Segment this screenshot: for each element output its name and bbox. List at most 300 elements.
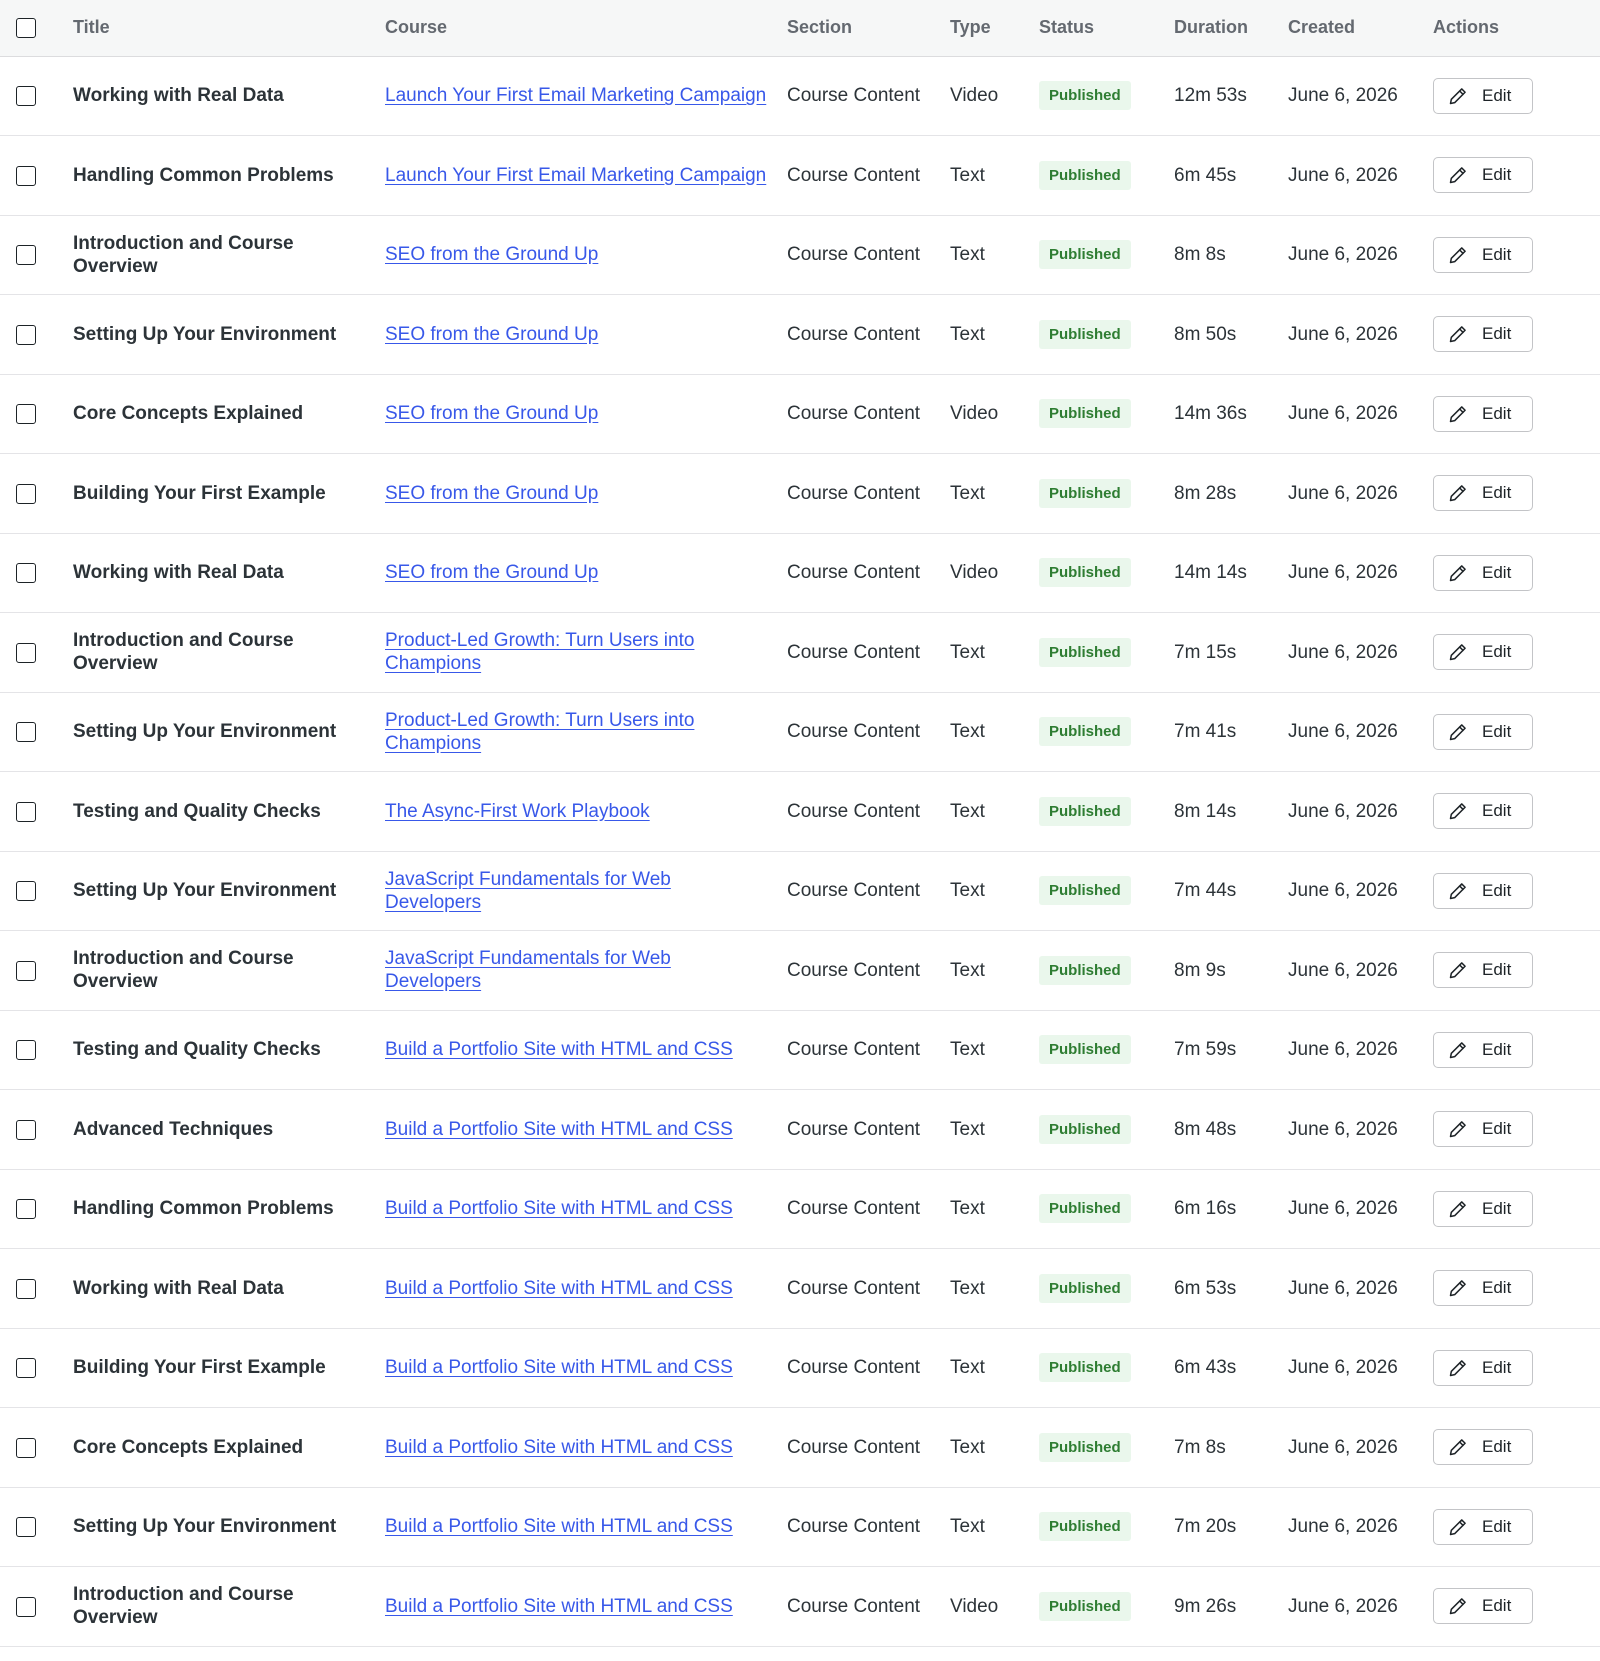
course-link[interactable]: Product-Led Growth: Turn Users into Champions [385,709,695,754]
type-cell: Text [950,641,985,663]
status-badge: Published [1039,161,1131,190]
row-select-cell [0,1010,63,1090]
pencil-icon [1448,642,1468,662]
status-cell [1029,1169,1164,1249]
status-badge: Published [1039,479,1131,508]
lesson-title: Core Concepts Explained [73,1436,304,1458]
edit-button-label: Edit [1482,1357,1512,1377]
actions-cell [1423,772,1600,852]
status-cell [1029,1010,1164,1090]
course-link[interactable]: The Async-First Work Playbook [385,800,650,822]
created-cell: June 6, 2026 [1288,641,1398,663]
duration-cell: 7m 59s [1174,1039,1237,1061]
type-cell: Text [950,1436,985,1458]
table-row [0,772,1600,852]
column-header-status[interactable]: Status [1039,17,1095,38]
pencil-icon [1448,1040,1468,1060]
edit-button[interactable] [1433,157,1533,193]
status-cell [1029,613,1164,693]
status-badge: Published [1039,876,1131,905]
created-cell: June 6, 2026 [1288,244,1398,266]
status-cell [1029,931,1164,1011]
section-cell: Course Content [787,800,921,822]
edit-button[interactable] [1433,714,1533,750]
table-row [0,1408,1600,1488]
course-cell [375,692,777,772]
table-row [0,374,1600,454]
status-cell [1029,533,1164,613]
course-link[interactable]: SEO from the Ground Up [385,403,599,425]
created-cell: June 6, 2026 [1288,721,1398,743]
edit-button[interactable] [1433,793,1533,829]
edit-button[interactable] [1433,1270,1533,1306]
row-checkbox[interactable] [16,1517,36,1537]
status-badge: Published [1039,797,1131,826]
type-cell: Video [950,403,999,425]
column-header-duration[interactable]: Duration [1174,17,1248,38]
row-checkbox[interactable] [16,1279,36,1299]
lesson-title: Working with Real Data [73,1277,284,1299]
status-cell [1029,1328,1164,1408]
status-badge: Published [1039,956,1131,985]
status-cell [1029,772,1164,852]
duration-cell: 8m 48s [1174,1118,1237,1140]
edit-button[interactable] [1433,78,1533,114]
duration-cell: 6m 53s [1174,1277,1237,1299]
actions-cell [1423,1567,1600,1647]
course-cell [375,374,777,454]
edit-button[interactable] [1433,475,1533,511]
column-header-created[interactable]: Created [1288,17,1356,38]
course-cell [375,851,777,931]
course-cell [375,454,777,534]
section-cell: Course Content [787,1277,921,1299]
row-select-cell [0,931,63,1011]
section-cell: Course Content [787,562,921,584]
course-cell [375,295,777,375]
row-checkbox[interactable] [16,404,36,424]
edit-button[interactable] [1433,952,1533,988]
section-cell: Course Content [787,1436,921,1458]
actions-cell [1423,295,1600,375]
status-cell [1029,374,1164,454]
table-row [0,1169,1600,1249]
row-select-cell [0,1487,63,1567]
created-cell: June 6, 2026 [1288,1357,1398,1379]
edit-button[interactable] [1433,634,1533,670]
duration-cell: 6m 45s [1174,164,1237,186]
pencil-icon [1448,1199,1468,1219]
edit-button-label: Edit [1482,1119,1512,1139]
edit-button[interactable] [1433,1509,1533,1545]
column-header-section[interactable]: Section [787,17,853,38]
edit-button-label: Edit [1482,801,1512,821]
row-checkbox[interactable] [16,1040,36,1060]
duration-cell: 7m 15s [1174,641,1237,663]
status-cell [1029,56,1164,136]
status-badge: Published [1039,1115,1131,1144]
section-cell: Course Content [787,1516,921,1538]
row-select-cell [0,613,63,693]
section-cell: Course Content [787,1198,921,1220]
actions-cell [1423,1169,1600,1249]
row-select-cell [0,1090,63,1170]
course-cell [375,1328,777,1408]
status-badge: Published [1039,81,1131,110]
course-link[interactable]: Build a Portfolio Site with HTML and CSS [385,1357,733,1379]
course-link[interactable]: Product-Led Growth: Turn Users into Champions [385,630,695,675]
row-checkbox[interactable] [16,86,36,106]
course-cell [375,1169,777,1249]
row-checkbox[interactable] [16,643,36,663]
table-row [0,613,1600,693]
type-cell: Text [950,482,985,504]
section-cell: Course Content [787,403,921,425]
type-cell: Text [950,1198,985,1220]
lesson-title: Handling Common Problems [73,164,334,186]
section-cell: Course Content [787,1039,921,1061]
table-body [0,56,1600,1646]
table-header [0,0,1600,56]
column-header-actions: Actions [1433,17,1500,38]
edit-button-label: Edit [1482,1039,1512,1059]
table-row [0,692,1600,772]
actions-cell [1423,1487,1600,1567]
edit-button[interactable] [1433,237,1533,273]
duration-cell: 14m 14s [1174,562,1247,584]
duration-cell: 8m 28s [1174,482,1237,504]
row-checkbox[interactable] [16,881,36,901]
edit-button[interactable] [1433,1429,1533,1465]
column-header-type[interactable]: Type [950,17,991,38]
status-badge: Published [1039,1035,1131,1064]
section-cell: Course Content [787,1357,921,1379]
course-link[interactable]: Build a Portfolio Site with HTML and CSS [385,1595,733,1617]
section-cell: Course Content [787,244,921,266]
duration-cell: 8m 50s [1174,323,1237,345]
created-cell: June 6, 2026 [1288,482,1398,504]
edit-button-label: Edit [1482,483,1512,503]
edit-button[interactable] [1433,1032,1533,1068]
status-badge: Published [1039,717,1131,746]
status-cell [1029,851,1164,931]
pencil-icon [1448,960,1468,980]
row-select-cell [0,1567,63,1647]
edit-button[interactable] [1433,1350,1533,1386]
status-badge: Published [1039,1433,1131,1462]
type-cell: Text [950,800,985,822]
row-checkbox[interactable] [16,1597,36,1617]
row-checkbox[interactable] [16,1358,36,1378]
row-select-cell [0,851,63,931]
row-select-cell [0,1169,63,1249]
type-cell: Text [950,323,985,345]
created-cell: June 6, 2026 [1288,1516,1398,1538]
edit-button-label: Edit [1482,244,1512,264]
course-link[interactable]: SEO from the Ground Up [385,482,599,504]
course-link[interactable]: Build a Portfolio Site with HTML and CSS [385,1277,733,1299]
duration-cell: 7m 20s [1174,1516,1237,1538]
pencil-icon [1448,1437,1468,1457]
row-select-cell [0,533,63,613]
created-cell: June 6, 2026 [1288,959,1398,981]
table-row [0,454,1600,534]
lesson-title: Setting Up Your Environment [73,721,337,743]
course-cell [375,1487,777,1567]
course-cell [375,1090,777,1170]
created-cell: June 6, 2026 [1288,1595,1398,1617]
section-cell: Course Content [787,85,921,107]
select-all-checkbox[interactable] [16,18,36,38]
actions-cell [1423,1328,1600,1408]
row-checkbox[interactable] [16,1438,36,1458]
pencil-icon [1448,483,1468,503]
actions-cell [1423,56,1600,136]
edit-button[interactable] [1433,1191,1533,1227]
course-cell [375,931,777,1011]
created-cell: June 6, 2026 [1288,85,1398,107]
course-cell [375,1408,777,1488]
edit-button[interactable] [1433,873,1533,909]
table-row [0,215,1600,295]
edit-button-label: Edit [1482,85,1512,105]
section-cell: Course Content [787,164,921,186]
section-cell: Course Content [787,323,921,345]
duration-cell: 12m 53s [1174,85,1247,107]
status-badge: Published [1039,1592,1131,1621]
created-cell: June 6, 2026 [1288,1198,1398,1220]
course-cell [375,613,777,693]
edit-button-label: Edit [1482,1516,1512,1536]
row-checkbox[interactable] [16,1199,36,1219]
course-link[interactable]: SEO from the Ground Up [385,562,599,584]
course-cell [375,56,777,136]
lesson-title: Testing and Quality Checks [73,1039,321,1061]
actions-cell [1423,1408,1600,1488]
lesson-title: Setting Up Your Environment [73,323,337,345]
actions-cell [1423,692,1600,772]
course-link[interactable]: JavaScript Fundamentals for Web Developers [385,948,671,993]
status-cell [1029,295,1164,375]
select-all-cell [0,0,63,56]
course-cell [375,1010,777,1090]
status-cell [1029,1249,1164,1329]
actions-cell [1423,613,1600,693]
table-row [0,1487,1600,1567]
edit-button-label: Edit [1482,960,1512,980]
course-cell [375,1567,777,1647]
edit-button[interactable] [1433,555,1533,591]
course-cell [375,533,777,613]
edit-button[interactable] [1433,1111,1533,1147]
actions-cell [1423,533,1600,613]
status-cell [1029,1090,1164,1170]
status-badge: Published [1039,320,1131,349]
section-cell: Course Content [787,721,921,743]
type-cell: Text [950,164,985,186]
edit-button-label: Edit [1482,1596,1512,1616]
status-badge: Published [1039,399,1131,428]
status-cell [1029,1408,1164,1488]
lesson-title: Building Your First Example [73,482,326,504]
type-cell: Video [950,85,999,107]
course-link[interactable]: Build a Portfolio Site with HTML and CSS [385,1039,733,1061]
course-cell [375,136,777,216]
row-checkbox[interactable] [16,563,36,583]
pencil-icon [1448,165,1468,185]
row-select-cell [0,295,63,375]
course-link[interactable]: SEO from the Ground Up [385,323,599,345]
type-cell: Video [950,1595,999,1617]
course-cell [375,215,777,295]
status-badge: Published [1039,558,1131,587]
duration-cell: 7m 8s [1174,1436,1226,1458]
row-select-cell [0,56,63,136]
row-select-cell [0,454,63,534]
pencil-icon [1448,1278,1468,1298]
created-cell: June 6, 2026 [1288,403,1398,425]
created-cell: June 6, 2026 [1288,1436,1398,1458]
type-cell: Text [950,721,985,743]
lesson-title: Advanced Techniques [73,1118,274,1140]
row-select-cell [0,374,63,454]
column-header-title[interactable]: Title [73,17,110,38]
lesson-title: Handling Common Problems [73,1198,334,1220]
course-link[interactable]: JavaScript Fundamentals for Web Developers [385,868,671,913]
pencil-icon [1448,801,1468,821]
duration-cell: 8m 8s [1174,244,1226,266]
pencil-icon [1448,324,1468,344]
table-row [0,931,1600,1011]
section-cell: Course Content [787,959,921,981]
actions-cell [1423,215,1600,295]
row-checkbox[interactable] [16,325,36,345]
table-row [0,56,1600,136]
edit-button-label: Edit [1482,1437,1512,1457]
table-row [0,136,1600,216]
status-cell [1029,136,1164,216]
actions-cell [1423,1010,1600,1090]
table-row [0,1567,1600,1647]
actions-cell [1423,374,1600,454]
status-badge: Published [1039,1194,1131,1223]
table-row [0,533,1600,613]
pencil-icon [1448,563,1468,583]
table-row [0,1010,1600,1090]
type-cell: Text [950,959,985,981]
created-cell: June 6, 2026 [1288,164,1398,186]
course-cell [375,1249,777,1329]
duration-cell: 8m 14s [1174,800,1237,822]
row-checkbox[interactable] [16,245,36,265]
column-header-course[interactable]: Course [385,17,448,38]
status-badge: Published [1039,240,1131,269]
status-badge: Published [1039,1353,1131,1382]
section-cell: Course Content [787,1595,921,1617]
course-cell [375,772,777,852]
type-cell: Video [950,562,999,584]
edit-button[interactable] [1433,396,1533,432]
status-badge: Published [1039,1512,1131,1541]
duration-cell: 7m 44s [1174,880,1237,902]
edit-button[interactable] [1433,1588,1533,1624]
row-select-cell [0,1328,63,1408]
pencil-icon [1448,881,1468,901]
course-link[interactable]: Build a Portfolio Site with HTML and CSS [385,1436,733,1458]
row-checkbox[interactable] [16,802,36,822]
row-select-cell [0,692,63,772]
edit-button-label: Edit [1482,562,1512,582]
edit-button-label: Edit [1482,721,1512,741]
row-checkbox[interactable] [16,166,36,186]
status-cell [1029,454,1164,534]
row-checkbox[interactable] [16,961,36,981]
created-cell: June 6, 2026 [1288,1118,1398,1140]
section-cell: Course Content [787,880,921,902]
lesson-title: Working with Real Data [73,85,284,107]
course-link[interactable]: Launch Your First Email Marketing Campaign [385,85,767,107]
row-select-cell [0,1408,63,1488]
status-badge: Published [1039,1274,1131,1303]
pencil-icon [1448,245,1468,265]
edit-button-label: Edit [1482,642,1512,662]
row-select-cell [0,215,63,295]
type-cell: Text [950,1277,985,1299]
edit-button-label: Edit [1482,324,1512,344]
edit-button-label: Edit [1482,403,1512,423]
edit-button-label: Edit [1482,880,1512,900]
row-checkbox[interactable] [16,722,36,742]
course-link[interactable]: Build a Portfolio Site with HTML and CSS [385,1516,733,1538]
course-link[interactable]: Build a Portfolio Site with HTML and CSS [385,1198,733,1220]
actions-cell [1423,454,1600,534]
lesson-title: Introduction and Course Overview [73,232,294,277]
course-link[interactable]: Launch Your First Email Marketing Campaign [385,164,767,186]
pencil-icon [1448,1596,1468,1616]
actions-cell [1423,1090,1600,1170]
actions-cell [1423,851,1600,931]
lesson-title: Introduction and Course Overview [73,630,294,675]
duration-cell: 8m 9s [1174,959,1226,981]
duration-cell: 6m 16s [1174,1198,1237,1220]
created-cell: June 6, 2026 [1288,1277,1398,1299]
lesson-title: Testing and Quality Checks [73,800,321,822]
edit-button[interactable] [1433,316,1533,352]
status-badge: Published [1039,638,1131,667]
pencil-icon [1448,1358,1468,1378]
edit-button-label: Edit [1482,1278,1512,1298]
actions-cell [1423,1249,1600,1329]
table-row [0,1090,1600,1170]
table-row [0,295,1600,375]
course-link[interactable]: SEO from the Ground Up [385,244,599,266]
row-select-cell [0,772,63,852]
table-row [0,1249,1600,1329]
created-cell: June 6, 2026 [1288,800,1398,822]
pencil-icon [1448,404,1468,424]
pencil-icon [1448,722,1468,742]
created-cell: June 6, 2026 [1288,1039,1398,1061]
edit-button-label: Edit [1482,165,1512,185]
row-checkbox[interactable] [16,1120,36,1140]
created-cell: June 6, 2026 [1288,562,1398,584]
row-select-cell [0,1249,63,1329]
section-cell: Course Content [787,482,921,504]
course-link[interactable]: Build a Portfolio Site with HTML and CSS [385,1118,733,1140]
section-cell: Course Content [787,641,921,663]
row-checkbox[interactable] [16,484,36,504]
duration-cell: 14m 36s [1174,403,1247,425]
